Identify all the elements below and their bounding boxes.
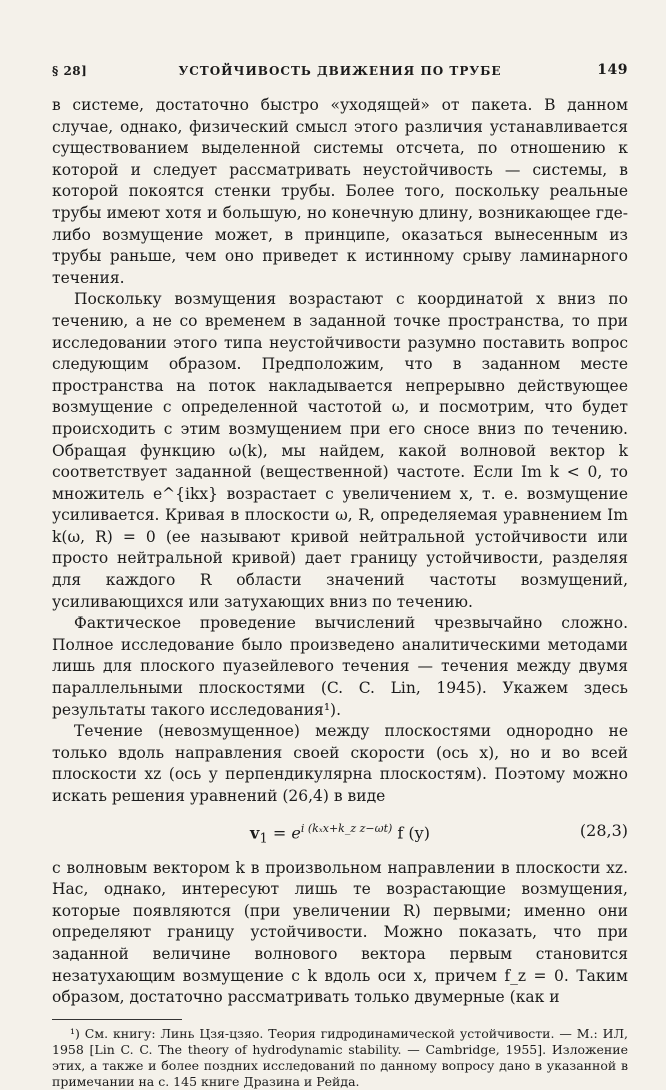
paragraph-2: Поскольку возмущения возрастают с координатой x вниз по течению, а не со временем в заданной точке пространства, то при исследовании этого типа неустойчивости разумно поставить вопрос следующим образом. Предположим, что в заданном месте пространства на поток накладывается непрерывно действующее возмущение с определенной частотой ω, и посмотрим, что будет происходить с этим возмущением при его сносе вниз по течению. Обращая функцию ω(k), мы найдем, какой волновой вектор k соответствует заданной (вещественной) частоте. Если Im k < 0, то множитель e^{ikx} возрастает с увеличением x, т. е. возмущение усиливается. Кривая в плоскости ω, R, определяемая уравнением Im k(ω, R) = 0 (ее называют кривой нейтральной устойчивости или просто нейтральной кривой) дает границу устойчивости, разделяя для каждого R области значений частоты возмущений, усиливающихся или затухающих вниз по течению.	[52, 290, 628, 611]
paragraph-4: Течение (невозмущенное) между плоскостями однородно не только вдоль направления своей скорости (ось x), но и во всей плоскости xz (ось y перпендикулярна плоскостям). Поэтому можно искать решения уравнений (26,4) в виде	[52, 722, 628, 805]
running-title: УСТОЙЧИВОСТЬ ДВИЖЕНИЯ ПО ТРУБЕ	[178, 64, 502, 78]
running-header	[52, 62, 628, 84]
eq-rhs: f (y)	[392, 822, 430, 842]
eq-sign: =	[267, 822, 292, 842]
paragraph-5: с волновым вектором k в произвольном направлении в плоскости xz. Нас, однако, интересуют лишь те возрастающие возмущения, которые появляются (при увеличении R) первыми; именно они определяют границу устойчивости. Можно показать, что при заданной величине волнового вектора первым становится незатухающим возмущение с k вдоль оси x, причем f_z = 0. Таким образом, достаточно рассматривать только двумерные (как и	[52, 858, 628, 1007]
eq-base: e	[291, 822, 301, 842]
footnote	[52, 1026, 628, 1090]
equation-28-3	[52, 818, 628, 847]
equation-formula	[250, 818, 430, 847]
paragraph-1: в системе, достаточно быстро «уходящей» от пакета. В данном случае, однако, физический смысл этого различия устанавливается существованием выделенной системы отсчета, по отношению к которой и следует рассматривать неустойчивость — системы, в которой покоятся стенки трубы. Более того, поскольку реальные трубы имеют хотя и большую, но конечную длину, возникающее где-либо возмущение может, в принципе, оказаться вынесенным из трубы раньше, чем оно приведет к истинному срыву ламинарного течения.	[52, 96, 628, 287]
paragraph-3: Фактическое проведение вычислений чрезвычайно сложно. Полное исследование было произведено аналитическими методами лишь для плоского пуазейлевого течения — течения между двумя параллельными плоскостями (C. C. Lin, 1945). Укажем здесь результаты такого исследования¹).	[52, 614, 628, 719]
equation-number: (28,3)	[579, 820, 628, 840]
eq-lhs-sub: 1	[259, 831, 268, 847]
footnote-text: ¹) См. книгу: Линь Цзя-цзяо. Теория гидродинамической устойчивости. — М.: ИЛ, 1958 [Lin C. C. The theory of hydrodynamic stability. — Cambridge, 1955]. Изложение этих, а также и более поздних исследований по данному вопросу дано в указанной в примечании на с. 145 книге Дразина и Рейда.	[52, 1025, 628, 1089]
page-number: 149	[597, 62, 628, 78]
eq-lhs: v	[250, 822, 260, 842]
eq-exponent: i (kₓx+k_z z−ωt)	[300, 821, 393, 835]
footnote-rule	[52, 1019, 182, 1020]
page-body	[52, 95, 628, 1090]
section-marker: § 28]	[52, 64, 88, 78]
